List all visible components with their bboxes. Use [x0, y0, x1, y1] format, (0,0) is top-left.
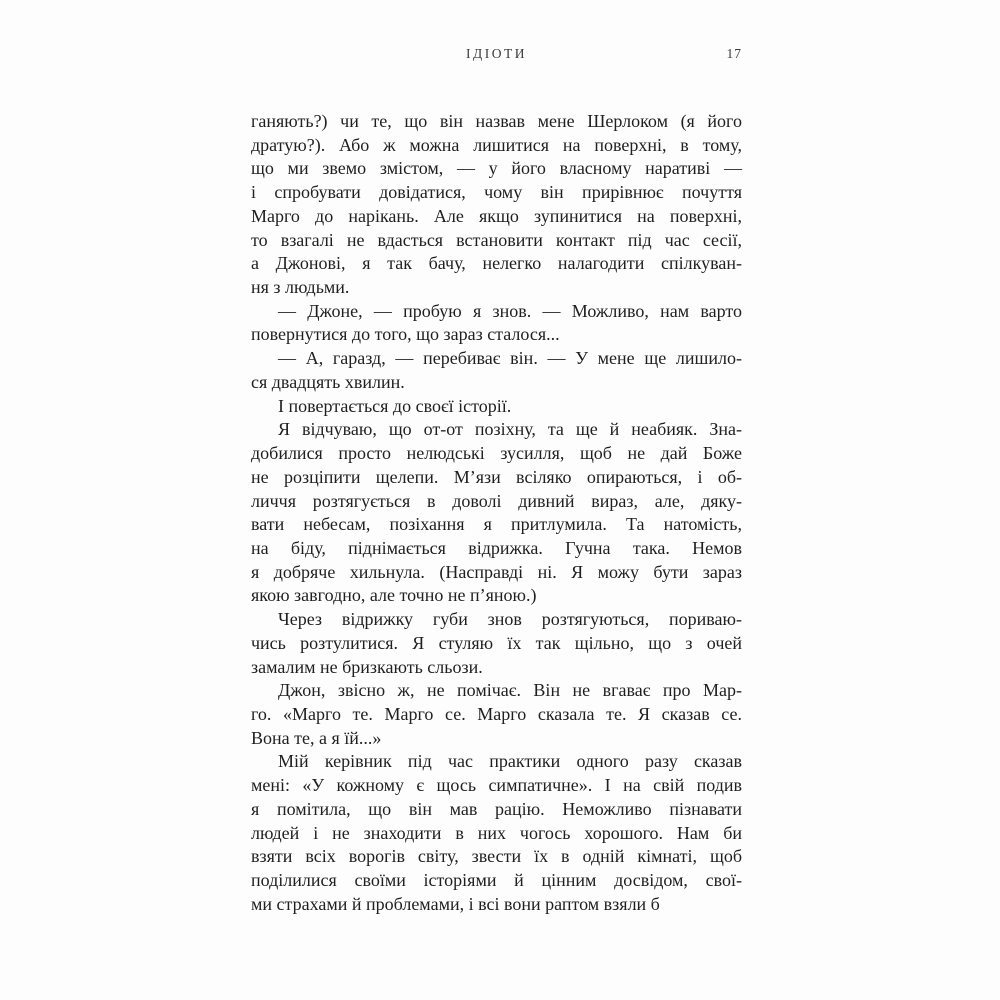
text-line: якою завгодно, але точно не п’яною.)	[251, 585, 537, 606]
text-line: я помітила, що він мав рацію. Неможливо пізнавати	[251, 798, 742, 819]
page-number: 17	[726, 46, 742, 61]
text-line: повернутися до того, що зараз сталося...	[251, 324, 560, 345]
text-line: поділилися своїми історіями й цінним досвідом, свої-	[251, 870, 742, 890]
text-line: ганяють?) чи те, що він назвав мене Шерлоком (я його	[251, 111, 742, 131]
running-header	[251, 46, 742, 64]
text-line: — Джоне, — пробую я знов. — Можливо, нам варто	[278, 300, 742, 321]
text-line: личчя розтягується в доволі дивний вираз, але, дяку-	[251, 490, 742, 511]
text-line: не розціпити щелепи. М’язи всіляко опираються, і об-	[251, 466, 742, 487]
text-line: чись розтулитися. Я стуляю їх так щільно, що з очей	[251, 632, 742, 653]
text-line: а Джонові, я так бачу, нелегко налагодити спілкуван-	[251, 253, 742, 274]
text-line: то взагалі не вдасться встановити контакт під час сесії,	[251, 229, 742, 250]
text-line: І повертається до своєї історії.	[278, 395, 512, 416]
text-line: добилися просто нелюдські зусилля, щоб не дай Боже	[251, 443, 742, 464]
text-line: Мій керівник під час практики одного разу сказав	[278, 751, 742, 772]
text-line: Я відчуваю, що от-от позіхну, та ще й неабияк. Зна-	[278, 419, 742, 440]
text-block	[251, 110, 742, 916]
text-line: ня з людьми.	[251, 277, 350, 298]
text-line: дратую?). Або ж можна лишитися на поверхні, в тому,	[251, 134, 742, 155]
text-line: людей і не знаходити в них чогось хорошого. Нам би	[251, 822, 742, 843]
text-line: ся двадцять хвилин.	[251, 371, 405, 392]
text-line: на біду, піднімається відрижка. Гучна така. Немов	[251, 537, 742, 558]
text-line: ми страхами й проблемами, і всі вони раптом взяли б	[251, 893, 660, 914]
text-line: що ми звемо змістом, — у його власному наративі —	[251, 158, 742, 179]
running-header-title: ІДІОТИ	[466, 46, 527, 61]
text-line: взяти всіх ворогів світу, звести їх в одній кімнаті, щоб	[251, 846, 742, 867]
text-line: го. «Марго те. Марго се. Марго сказала те. Я сказав се.	[251, 703, 742, 724]
text-line: Марго до нарікань. Але якщо зупинитися на поверхні,	[251, 205, 742, 226]
text-line: Джон, звісно ж, не помічає. Він не вгаває про Мар-	[278, 680, 742, 701]
text-line: і спробувати довідатися, чому він прирівнює почуття	[251, 182, 742, 203]
text-line: замалим не бризкають сльози.	[251, 656, 483, 677]
text-line: Через відрижку губи знов розтягуються, пориваю-	[278, 609, 742, 630]
text-line: я добряче хильнула. (Насправді ні. Я можу бути зараз	[251, 561, 742, 582]
text-line: вати небесам, позіхання я притлумила. Та натомість,	[251, 514, 742, 535]
text-line: Вона те, а я їй...»	[251, 727, 382, 748]
text-line: мені: «У кожному є щось симпатичне». І на свій подив	[251, 775, 742, 796]
text-line: — А, гаразд, — перебиває він. — У мене ще лишило-	[278, 348, 742, 369]
